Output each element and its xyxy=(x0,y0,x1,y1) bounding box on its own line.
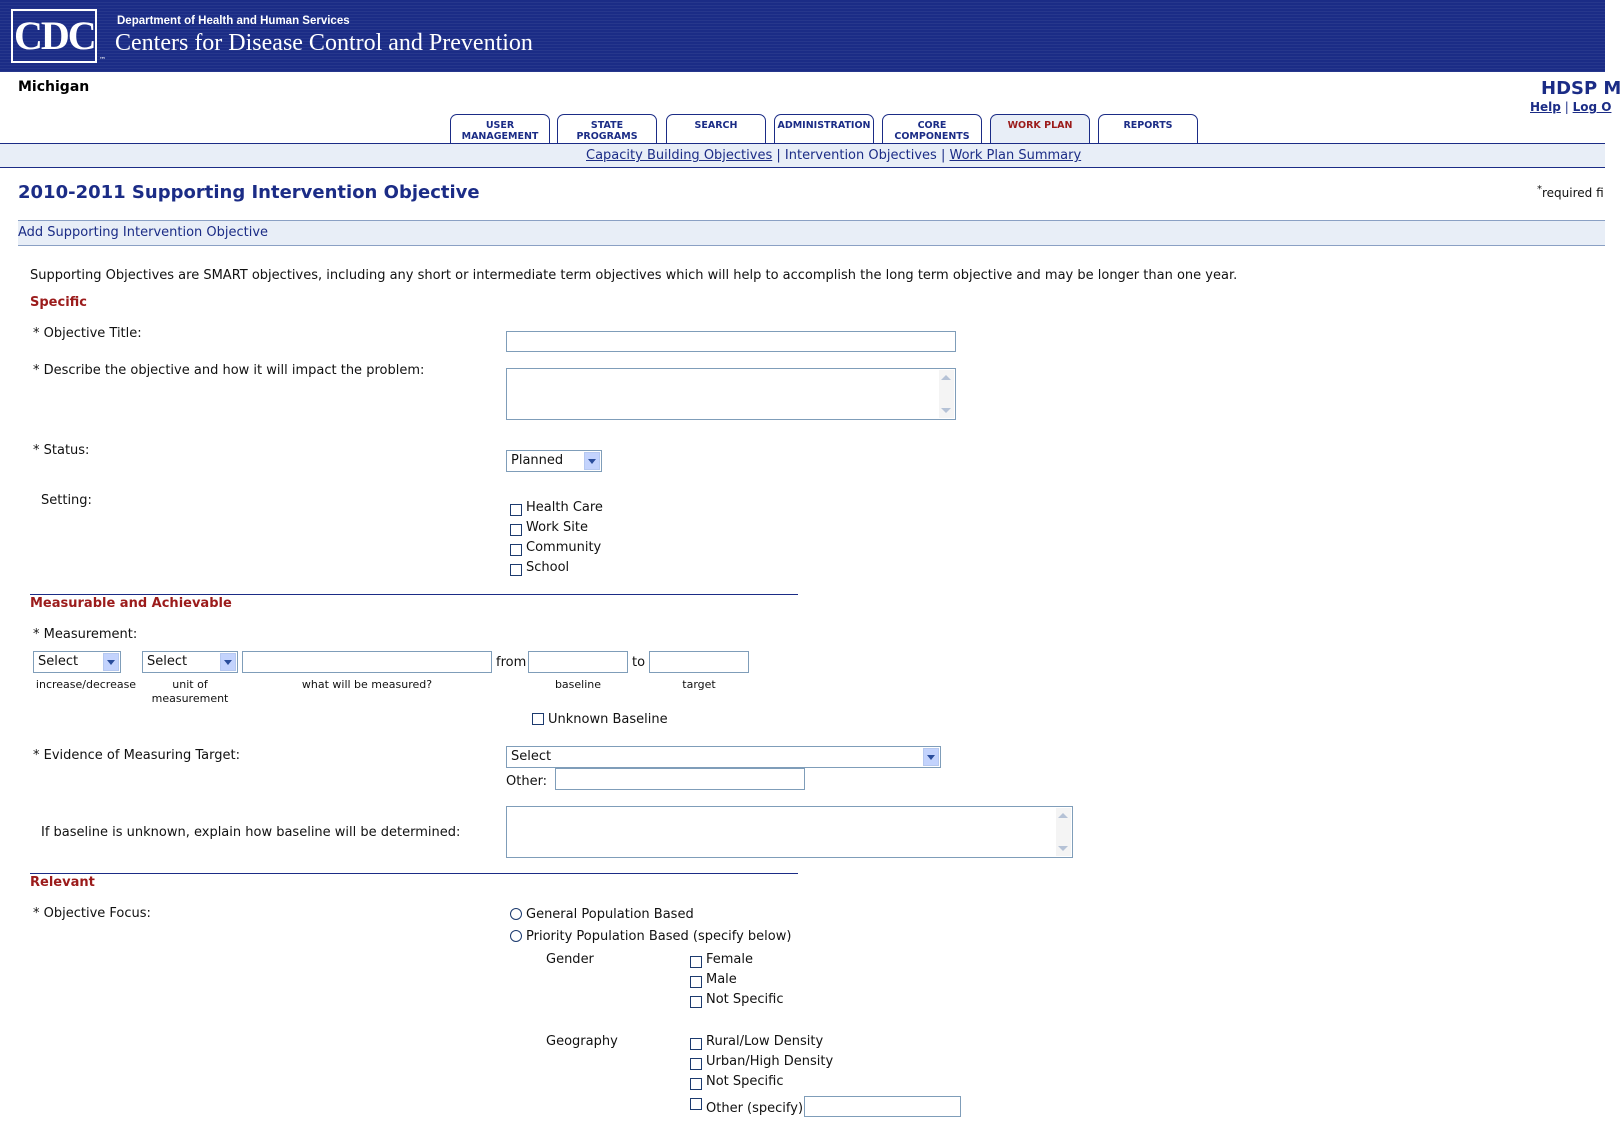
status-select[interactable] xyxy=(506,450,602,472)
evidence-value: Select xyxy=(511,749,552,764)
subnav-separator: | xyxy=(776,148,781,163)
agency-name: Centers for Disease Control and Prevention xyxy=(115,30,533,56)
gender-not-specific-checkbox[interactable] xyxy=(690,996,702,1008)
from-label: from xyxy=(496,655,527,670)
tab-label-2: MANAGEMENT xyxy=(461,131,539,142)
required-text: required fi xyxy=(1542,186,1604,200)
tab-label-2: PROGRAMS xyxy=(576,131,638,142)
gender-male-checkbox[interactable] xyxy=(690,976,702,988)
tab-reports[interactable] xyxy=(1098,114,1198,144)
subnav-intervention-current: Intervention Objectives xyxy=(784,148,937,163)
section-divider xyxy=(30,594,798,595)
tab-label: REPORTS xyxy=(1123,120,1173,131)
tab-label-2: COMPONENTS xyxy=(894,131,970,142)
department-name: Department of Health and Human Services xyxy=(117,15,350,27)
baseline-explain-label: If baseline is unknown, explain how baseline will be determined: xyxy=(41,825,461,840)
heading-specific: Specific xyxy=(30,295,87,310)
subnav-work-plan-summary[interactable]: Work Plan Summary xyxy=(949,148,1082,163)
tab-label: ADMINISTRATION xyxy=(777,120,871,131)
caption-unit-1: unit of xyxy=(172,678,208,691)
geography-label: Geography xyxy=(546,1034,618,1049)
tab-administration[interactable] xyxy=(774,114,874,144)
describe-label: * Describe the objective and how it will impact the problem: xyxy=(33,363,425,378)
setting-community-checkbox[interactable] xyxy=(510,544,522,556)
gender-not-specific-label: Not Specific xyxy=(706,992,784,1007)
caption-baseline: baseline xyxy=(554,678,602,691)
caption-increase-decrease: increase/decrease xyxy=(35,678,137,691)
geo-urban-checkbox[interactable] xyxy=(690,1058,702,1070)
tab-label: STATE xyxy=(590,120,624,131)
describe-textarea[interactable] xyxy=(506,368,956,420)
baseline-explain-textarea[interactable] xyxy=(506,806,1073,858)
util-separator: | xyxy=(1564,100,1569,114)
cdc-logo-text: CDC xyxy=(14,13,95,58)
help-link[interactable]: Help xyxy=(1530,100,1561,114)
to-label: to xyxy=(632,655,646,670)
subnav-capacity-building[interactable]: Capacity Building Objectives xyxy=(586,148,773,163)
caption-target: target xyxy=(682,678,716,691)
tab-work-plan[interactable] xyxy=(990,114,1090,144)
objective-title-input[interactable] xyxy=(506,331,956,352)
objective-title-label: * Objective Title: xyxy=(33,326,142,341)
focus-general-radio[interactable] xyxy=(510,908,522,920)
evidence-other-input[interactable] xyxy=(555,768,805,790)
geo-urban-label: Urban/High Density xyxy=(706,1054,834,1069)
unit-value: Select xyxy=(147,654,188,669)
increase-decrease-select[interactable] xyxy=(33,651,121,673)
setting-label: Setting: xyxy=(41,493,92,508)
evidence-label: * Evidence of Measuring Target: xyxy=(33,748,240,763)
scroll-down-icon[interactable] xyxy=(941,408,951,413)
setting-health-care-label: Health Care xyxy=(526,500,603,515)
unknown-baseline-checkbox[interactable] xyxy=(532,713,544,725)
gender-female-checkbox[interactable] xyxy=(690,956,702,968)
section-divider xyxy=(30,873,798,874)
chevron-down-icon[interactable] xyxy=(220,653,236,671)
target-input[interactable] xyxy=(649,651,749,673)
textarea-scrollbar[interactable] xyxy=(1056,808,1071,856)
geo-other-checkbox[interactable] xyxy=(690,1098,702,1110)
geo-other-input[interactable] xyxy=(804,1096,961,1117)
subnav-separator: | xyxy=(940,148,946,163)
measurement-label: * Measurement: xyxy=(33,627,138,642)
status-value: Planned xyxy=(511,453,564,468)
gender-label: Gender xyxy=(546,952,594,967)
scroll-up-icon[interactable] xyxy=(1058,813,1068,818)
logout-link[interactable]: Log O xyxy=(1572,100,1612,114)
geo-not-specific-checkbox[interactable] xyxy=(690,1078,702,1090)
other-label: Other: xyxy=(506,774,548,789)
gender-female-label: Female xyxy=(706,952,754,967)
tab-label: CORE xyxy=(917,120,947,131)
utility-links xyxy=(1530,100,1611,114)
geo-rural-label: Rural/Low Density xyxy=(706,1034,824,1049)
caption-what-measured: what will be measured? xyxy=(301,678,433,691)
geo-other-label: Other (specify) xyxy=(706,1101,804,1116)
evidence-select[interactable] xyxy=(506,746,941,768)
objective-focus-label: * Objective Focus: xyxy=(33,906,151,921)
setting-work-site-label: Work Site xyxy=(526,520,589,535)
what-measured-input[interactable] xyxy=(242,651,492,673)
scroll-down-icon[interactable] xyxy=(1058,846,1068,851)
chevron-down-icon[interactable] xyxy=(584,452,600,470)
setting-school-label: School xyxy=(526,560,570,575)
tab-label: WORK PLAN xyxy=(1007,120,1073,131)
app-title: HDSP M xyxy=(1541,78,1621,99)
tab-state-programs[interactable] xyxy=(557,114,657,144)
textarea-scrollbar[interactable] xyxy=(939,370,954,418)
unknown-baseline-label: Unknown Baseline xyxy=(548,712,668,727)
heading-relevant: Relevant xyxy=(30,875,95,890)
focus-priority-label: Priority Population Based (specify below) xyxy=(526,929,792,944)
scroll-up-icon[interactable] xyxy=(941,375,951,380)
focus-priority-radio[interactable] xyxy=(510,930,522,942)
setting-work-site-checkbox[interactable] xyxy=(510,524,522,536)
tab-label: USER xyxy=(485,120,515,131)
tab-core-components[interactable] xyxy=(882,114,982,144)
intro-text: Supporting Objectives are SMART objectives, including any short or intermediate term objectives which will help to accomplish the long term objective and may be longer than one year. xyxy=(30,268,1238,283)
status-label: * Status: xyxy=(33,443,90,458)
heading-measurable: Measurable and Achievable xyxy=(30,596,232,611)
tab-user-management[interactable] xyxy=(450,114,550,144)
required-note xyxy=(1537,184,1604,200)
section-title: Add Supporting Intervention Objective xyxy=(18,225,269,240)
page-title: 2010-2011 Supporting Intervention Objective xyxy=(18,182,480,203)
gender-male-label: Male xyxy=(706,972,737,987)
tab-search[interactable] xyxy=(666,114,766,144)
geo-rural-checkbox[interactable] xyxy=(690,1038,702,1050)
setting-health-care-checkbox[interactable] xyxy=(510,504,522,516)
geo-not-specific-label: Not Specific xyxy=(706,1074,784,1089)
baseline-input[interactable] xyxy=(528,651,628,673)
unit-select[interactable] xyxy=(142,651,238,673)
setting-community-label: Community xyxy=(526,540,602,555)
state-name: Michigan xyxy=(18,79,90,95)
chevron-down-icon[interactable] xyxy=(923,748,939,766)
incdec-value: Select xyxy=(38,654,79,669)
required-star: * xyxy=(1537,184,1542,195)
caption-unit-2: measurement xyxy=(151,692,229,705)
tab-label: SEARCH xyxy=(694,120,738,131)
logo-trademark: ™ xyxy=(99,56,106,64)
chevron-down-icon[interactable] xyxy=(103,653,119,671)
focus-general-label: General Population Based xyxy=(526,907,694,922)
setting-school-checkbox[interactable] xyxy=(510,564,522,576)
subnav xyxy=(586,148,1081,163)
